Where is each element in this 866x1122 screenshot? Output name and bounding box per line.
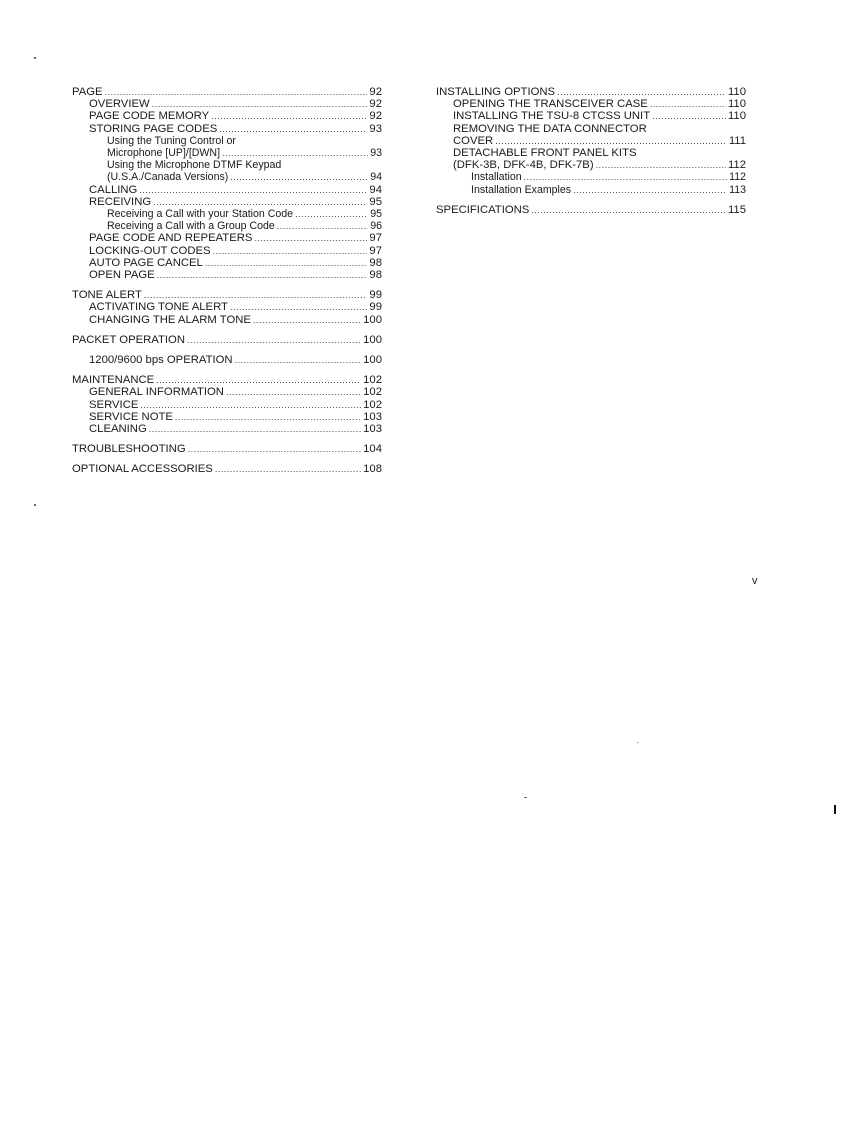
toc-entry-page: 103 xyxy=(363,410,382,423)
toc-entry-page: 110 xyxy=(727,98,746,111)
toc-entry xyxy=(72,257,382,269)
toc-entry xyxy=(72,289,382,301)
toc-entry-page: 102 xyxy=(363,374,382,387)
toc-entry-continued: Using the Microphone DTMF Keypad xyxy=(107,159,282,172)
toc-entry xyxy=(72,208,382,220)
dot-leader xyxy=(139,184,367,196)
scan-speck xyxy=(834,805,836,814)
dot-leader xyxy=(230,301,367,313)
toc-entry-title: SERVICE xyxy=(89,398,139,411)
toc-entry-title: SPECIFICATIONS xyxy=(436,203,530,216)
dot-leader xyxy=(211,110,367,122)
dot-leader xyxy=(157,269,368,281)
toc-entry-continued: REMOVING THE DATA CONNECTOR xyxy=(453,122,647,135)
dot-leader xyxy=(596,159,726,171)
toc-entry xyxy=(436,184,746,196)
toc-entry xyxy=(72,411,382,423)
toc-entry-page: 108 xyxy=(363,463,382,476)
toc-entry-title: (DFK-3B, DFK-4B, DFK-7B) xyxy=(453,159,594,172)
dot-leader xyxy=(230,171,368,183)
toc-entry-page: 99 xyxy=(369,289,382,302)
toc-entry xyxy=(72,171,382,183)
toc-entry xyxy=(72,123,382,135)
toc-entry xyxy=(72,220,382,232)
toc-entry-page: 103 xyxy=(363,423,382,436)
dot-leader xyxy=(254,232,367,244)
toc-entry-page: 94 xyxy=(370,171,382,184)
toc-entry-page: 99 xyxy=(369,301,382,314)
toc-entry-page: 93 xyxy=(369,122,382,135)
dot-leader xyxy=(253,314,361,326)
scan-speck xyxy=(637,742,638,743)
toc-entry-page: 92 xyxy=(369,110,382,123)
toc-entry-title: CALLING xyxy=(89,183,138,196)
toc-entry-title: TONE ALERT xyxy=(72,289,142,302)
toc-entry xyxy=(72,463,382,475)
toc-entry xyxy=(72,354,382,366)
toc-entry xyxy=(72,269,382,281)
toc-entry xyxy=(72,232,382,244)
toc-entry-title: PAGE CODE MEMORY xyxy=(89,110,210,123)
toc-entry-title: COVER xyxy=(453,134,494,147)
dot-leader xyxy=(295,208,368,220)
toc-entry-title: INSTALLING THE TSU-8 CTCSS UNIT xyxy=(453,110,651,123)
toc-entry-title: OPEN PAGE xyxy=(89,269,155,282)
toc-entry-page: 100 xyxy=(363,333,382,346)
dot-leader xyxy=(149,423,361,435)
dot-leader xyxy=(187,334,361,346)
toc-entry-page: 110 xyxy=(727,110,746,123)
toc-entry-page: 102 xyxy=(363,386,382,399)
toc-entry-page: 92 xyxy=(369,98,382,111)
dot-leader xyxy=(222,147,368,159)
toc-entry-page: 98 xyxy=(369,269,382,282)
dot-leader xyxy=(557,86,726,98)
toc-entry-page: 113 xyxy=(729,183,746,196)
dot-leader xyxy=(650,98,726,110)
toc-entry-page: 98 xyxy=(369,256,382,269)
toc-entry-title: OVERVIEW xyxy=(89,98,150,111)
dot-leader xyxy=(531,204,726,216)
dot-leader xyxy=(188,443,362,455)
dot-leader xyxy=(235,354,362,366)
toc-entry xyxy=(436,204,746,216)
toc-entry-title: CHANGING THE ALARM TONE xyxy=(89,313,251,326)
scan-speck xyxy=(34,57,36,59)
toc-entry-title: INSTALLING OPTIONS xyxy=(436,86,556,98)
toc-entry-page: 97 xyxy=(369,232,382,245)
toc-entry xyxy=(72,374,382,386)
toc-right-column xyxy=(436,86,746,216)
dot-leader xyxy=(144,289,368,301)
toc-entry-page: 100 xyxy=(363,313,382,326)
dot-leader xyxy=(524,171,727,183)
toc-entry-title: AUTO PAGE CANCEL xyxy=(89,256,203,269)
dot-leader xyxy=(573,184,727,196)
toc-entry xyxy=(436,110,746,122)
toc-entry-title: LOCKING-OUT CODES xyxy=(89,244,211,257)
toc-entry xyxy=(436,135,746,147)
toc-entry-title: MAINTENANCE xyxy=(72,374,155,387)
dot-leader xyxy=(105,86,368,98)
toc-entry-continued: Using the Tuning Control or xyxy=(107,134,236,147)
toc-entry-title: PACKET OPERATION xyxy=(72,333,185,346)
toc-entry-page: 92 xyxy=(369,86,382,98)
toc-entry xyxy=(72,386,382,398)
toc-entry-title: GENERAL INFORMATION xyxy=(89,386,224,399)
toc-entry-title: SERVICE NOTE xyxy=(89,410,173,423)
toc-entry xyxy=(436,159,746,171)
toc-entry-title: TROUBLESHOOTING xyxy=(72,443,186,456)
toc-entry-page: 100 xyxy=(363,354,382,367)
toc-entry-title: Receiving a Call with a Group Code xyxy=(107,220,275,233)
toc-entry xyxy=(72,245,382,257)
toc-entry-title: Microphone [UP]/[DWN] xyxy=(107,147,221,160)
dot-leader xyxy=(219,123,367,135)
toc-entry-page: 102 xyxy=(363,398,382,411)
toc-entry-title: Installation Examples xyxy=(471,183,572,196)
page-number: v xyxy=(752,575,758,587)
toc-entry-page: 94 xyxy=(369,183,382,196)
toc-entry xyxy=(72,86,382,98)
toc-entry-title: Installation xyxy=(471,171,522,184)
toc-entry xyxy=(436,98,746,110)
toc-entry-continued: DETACHABLE FRONT PANEL KITS xyxy=(453,147,637,160)
dot-leader xyxy=(156,374,361,386)
dot-leader xyxy=(152,98,368,110)
toc-entry xyxy=(72,147,382,159)
dot-leader xyxy=(140,399,361,411)
toc-entry-title: STORING PAGE CODES xyxy=(89,122,218,135)
toc-entry xyxy=(72,196,382,208)
toc-entry-page: 93 xyxy=(370,147,382,160)
toc-entry-title: RECEIVING xyxy=(89,195,152,208)
toc-entry xyxy=(72,399,382,411)
toc-entry xyxy=(72,443,382,455)
toc-entry-page: 104 xyxy=(363,443,382,456)
dot-leader xyxy=(215,463,361,475)
dot-leader xyxy=(213,245,368,257)
dot-leader xyxy=(226,386,361,398)
toc-entry-title: 1200/9600 bps OPERATION xyxy=(89,354,233,367)
toc-entry-title: Receiving a Call with your Station Code xyxy=(107,208,294,221)
toc-entry-page: 110 xyxy=(727,86,746,98)
toc-left-column xyxy=(72,86,382,476)
scan-speck xyxy=(524,797,527,798)
toc-entry xyxy=(72,301,382,313)
toc-entry xyxy=(72,314,382,326)
toc-entry xyxy=(72,184,382,196)
toc-entry-title: PAGE CODE AND REPEATERS xyxy=(89,232,253,245)
scan-speck xyxy=(34,504,36,506)
toc-entry-page: 96 xyxy=(370,220,382,233)
toc-entry-page: 112 xyxy=(729,171,746,184)
toc-entry xyxy=(72,110,382,122)
toc-entry-title: CLEANING xyxy=(89,423,147,436)
dot-leader xyxy=(652,110,726,122)
toc-entry-page: 95 xyxy=(369,195,382,208)
toc-entry xyxy=(72,334,382,346)
toc-entry-title: ACTIVATING TONE ALERT xyxy=(89,301,228,314)
dot-leader xyxy=(153,196,367,208)
toc-entry-title: (U.S.A./Canada Versions) xyxy=(107,171,229,184)
toc-entry-title: PAGE xyxy=(72,86,103,98)
toc-entry-page: 111 xyxy=(728,134,746,147)
toc-entry xyxy=(436,171,746,183)
toc-entry-page: 112 xyxy=(727,159,746,172)
toc-entry-page: 115 xyxy=(727,203,746,216)
toc-entry xyxy=(72,98,382,110)
toc-entry-title: OPENING THE TRANSCEIVER CASE xyxy=(453,98,648,111)
toc-entry-page: 95 xyxy=(370,208,382,221)
dot-leader xyxy=(495,135,727,147)
dot-leader xyxy=(175,411,361,423)
dot-leader xyxy=(205,257,368,269)
toc-entry xyxy=(436,86,746,98)
toc-entry xyxy=(72,423,382,435)
toc-entry-page: 97 xyxy=(369,244,382,257)
dot-leader xyxy=(277,220,368,232)
toc-entry-title: OPTIONAL ACCESSORIES xyxy=(72,463,213,476)
